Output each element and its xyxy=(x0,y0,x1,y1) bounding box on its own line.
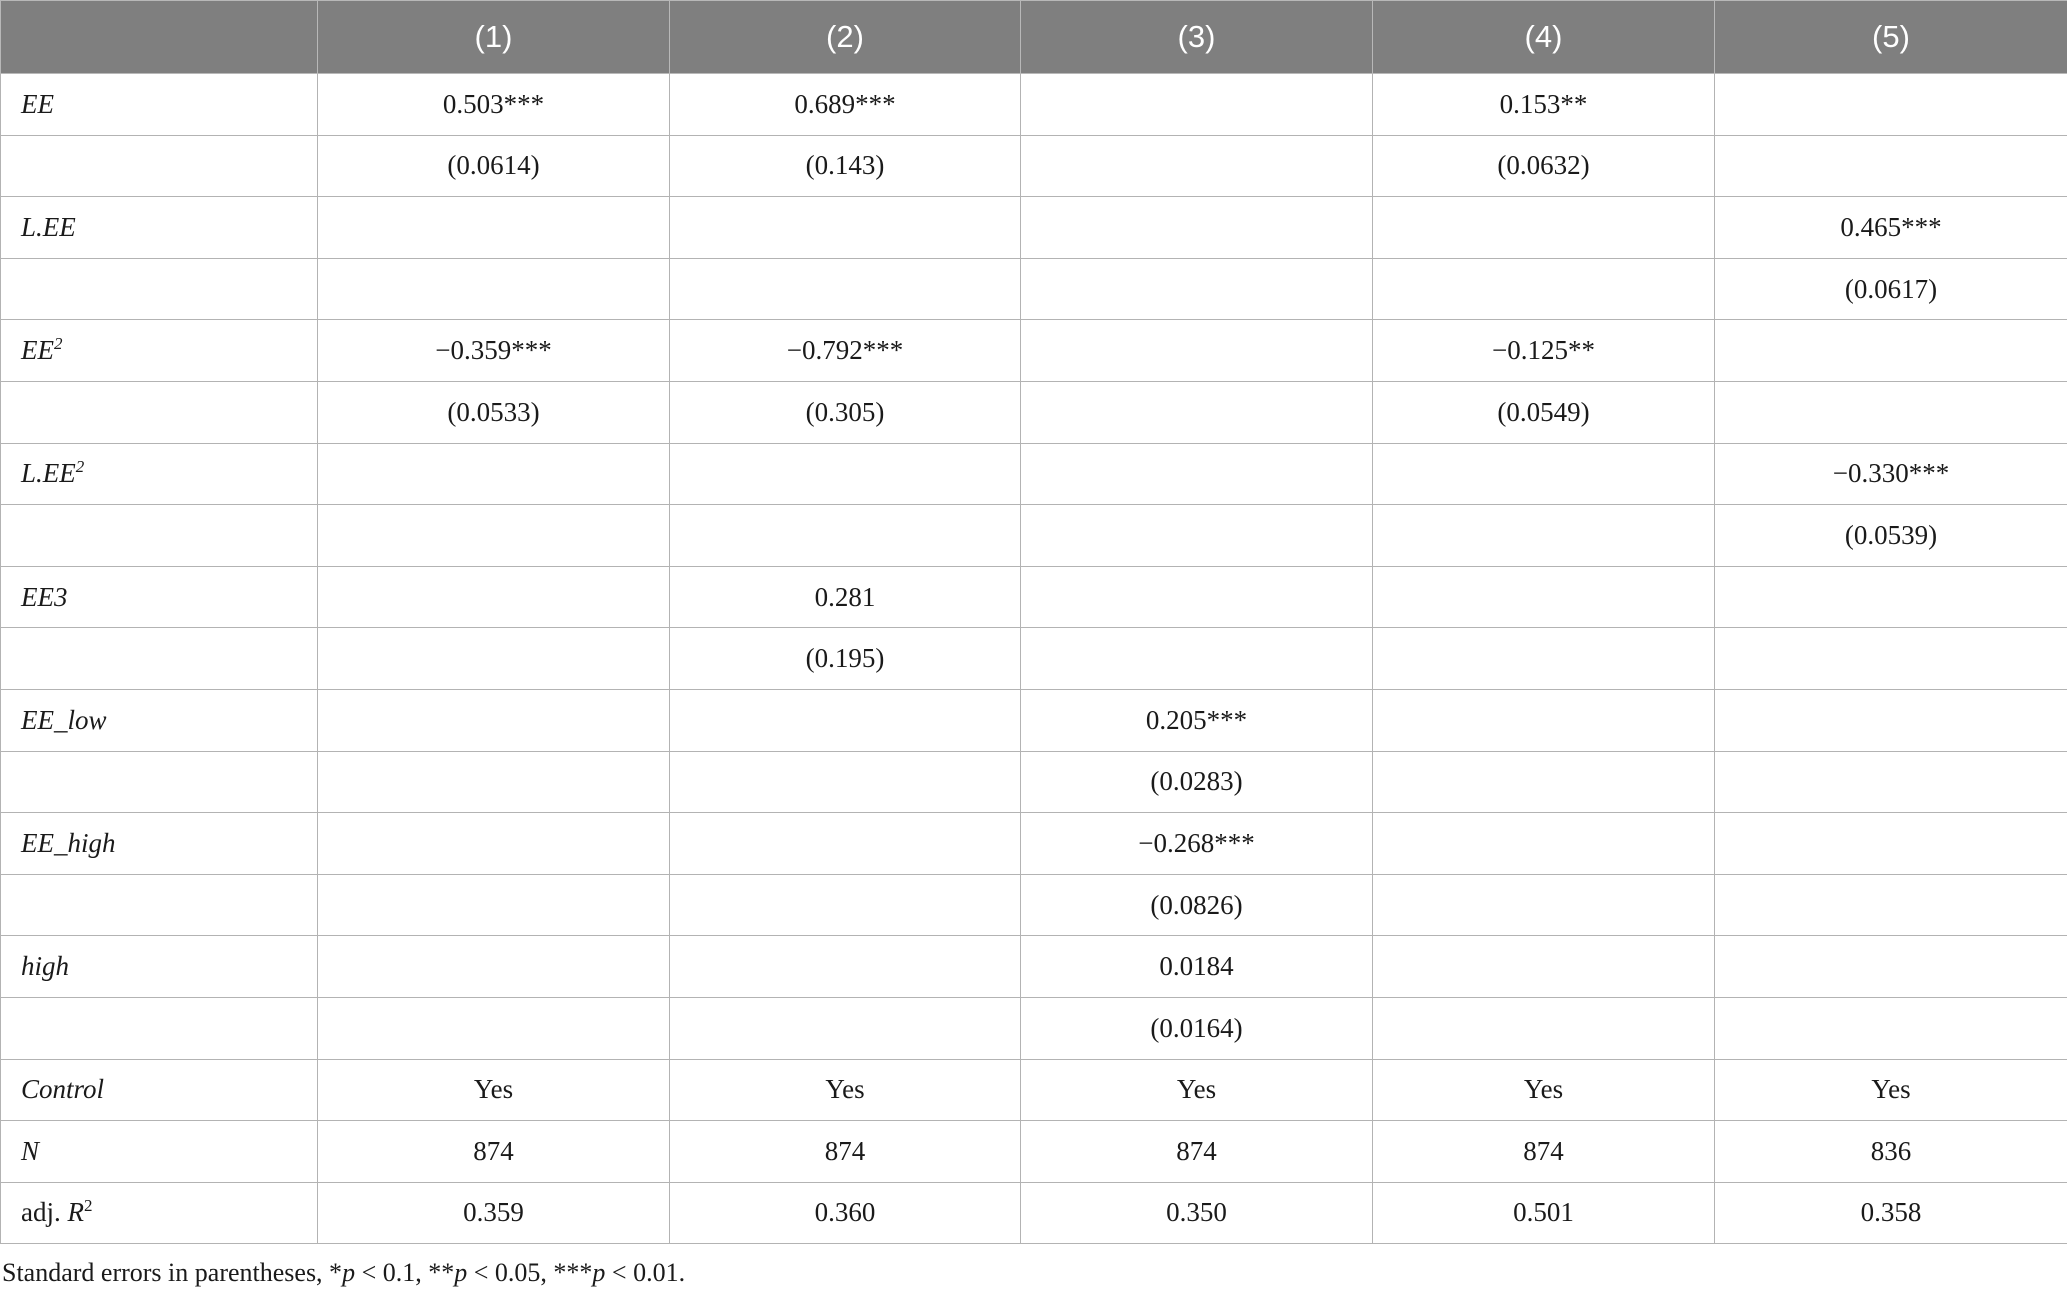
table-cell xyxy=(1373,689,1715,751)
table-cell: (0.0614) xyxy=(318,135,670,197)
table-cell xyxy=(318,751,670,813)
table-cell xyxy=(670,443,1021,505)
row-label xyxy=(1,1182,318,1244)
table-cell: 874 xyxy=(670,1121,1021,1183)
table-cell xyxy=(1373,258,1715,320)
table-cell xyxy=(318,813,670,875)
table-cell xyxy=(318,997,670,1059)
table-cell xyxy=(1373,874,1715,936)
header-cell-1: (1) xyxy=(318,1,670,74)
header-cell-label xyxy=(1,1,318,74)
table-cell xyxy=(1715,751,2067,813)
table-cell xyxy=(1021,505,1373,567)
table-cell xyxy=(1715,628,2067,690)
row-label xyxy=(1,1121,318,1183)
table-cell: 0.503*** xyxy=(318,74,670,136)
table-cell xyxy=(670,997,1021,1059)
row-label xyxy=(1,1059,318,1121)
row-label xyxy=(1,320,318,382)
row-label xyxy=(1,874,318,936)
table-cell xyxy=(1373,813,1715,875)
row-label-text: EE xyxy=(21,335,54,366)
table-cell: 0.0184 xyxy=(1021,936,1373,998)
table-cell xyxy=(670,874,1021,936)
table-cell xyxy=(318,689,670,751)
table-cell: 0.501 xyxy=(1373,1182,1715,1244)
table-cell xyxy=(318,628,670,690)
row-label-text: Control xyxy=(21,1074,105,1105)
table-cell xyxy=(1021,135,1373,197)
table-cell xyxy=(1373,197,1715,259)
row-label xyxy=(1,443,318,505)
row-label xyxy=(1,505,318,567)
table-row xyxy=(1,381,2067,443)
table-cell: 0.205*** xyxy=(1021,689,1373,751)
table-cell: 0.360 xyxy=(670,1182,1021,1244)
table-cell: 0.689*** xyxy=(670,74,1021,136)
row-label-text: EE_low xyxy=(21,704,107,735)
table-row xyxy=(1,874,2067,936)
table-cell xyxy=(1715,74,2067,136)
table-cell xyxy=(318,566,670,628)
table-row xyxy=(1,197,2067,259)
row-label xyxy=(1,936,318,998)
table-row xyxy=(1,628,2067,690)
table-cell: (0.0539) xyxy=(1715,505,2067,567)
row-label-italic: R xyxy=(67,1197,84,1228)
table-cell: −0.792*** xyxy=(670,320,1021,382)
table-cell: (0.143) xyxy=(670,135,1021,197)
table-cell xyxy=(1715,874,2067,936)
row-label-superscript: 2 xyxy=(54,334,63,354)
table-body xyxy=(1,74,2067,1244)
table-cell xyxy=(318,443,670,505)
table-cell xyxy=(1021,320,1373,382)
row-label xyxy=(1,997,318,1059)
row-label xyxy=(1,135,318,197)
table-row xyxy=(1,505,2067,567)
table-cell xyxy=(1715,936,2067,998)
table-cell: −0.268*** xyxy=(1021,813,1373,875)
table-row xyxy=(1,74,2067,136)
table-cell xyxy=(1021,258,1373,320)
table-cell: −0.330*** xyxy=(1715,443,2067,505)
table-cell xyxy=(1373,505,1715,567)
table-cell: 874 xyxy=(318,1121,670,1183)
table-footnote: Standard errors in parentheses, *p < 0.1, **p < 0.05, ***p < 0.01. xyxy=(2,1258,686,1287)
table-cell: (0.0549) xyxy=(1373,381,1715,443)
row-label-text: L.EE xyxy=(21,211,76,242)
table-row xyxy=(1,689,2067,751)
row-label xyxy=(1,381,318,443)
row-label-text: L.EE xyxy=(21,458,76,489)
row-label xyxy=(1,628,318,690)
table-row xyxy=(1,320,2067,382)
table-cell xyxy=(318,874,670,936)
row-label xyxy=(1,74,318,136)
table-cell: 0.359 xyxy=(318,1182,670,1244)
table-cell xyxy=(1021,381,1373,443)
table-cell xyxy=(1373,751,1715,813)
table-cell: 0.358 xyxy=(1715,1182,2067,1244)
table-cell xyxy=(1715,813,2067,875)
table-row xyxy=(1,1121,2067,1183)
header-row xyxy=(1,1,2067,74)
table-row xyxy=(1,997,2067,1059)
table-row xyxy=(1,813,2067,875)
table-cell xyxy=(670,258,1021,320)
table-cell xyxy=(670,689,1021,751)
table-cell: (0.0826) xyxy=(1021,874,1373,936)
header-cell-5: (5) xyxy=(1715,1,2067,74)
table-cell: Yes xyxy=(318,1059,670,1121)
table-cell: −0.359*** xyxy=(318,320,670,382)
row-label-text: EE xyxy=(21,88,54,119)
table-cell xyxy=(318,936,670,998)
table-cell: 874 xyxy=(1373,1121,1715,1183)
table-cell: (0.305) xyxy=(670,381,1021,443)
table-cell: 0.465*** xyxy=(1715,197,2067,259)
table-cell: Yes xyxy=(1715,1059,2067,1121)
header-cell-3: (3) xyxy=(1021,1,1373,74)
table-cell xyxy=(670,751,1021,813)
table-row xyxy=(1,1182,2067,1244)
table-cell xyxy=(670,505,1021,567)
header-cell-4: (4) xyxy=(1373,1,1715,74)
table-row xyxy=(1,1059,2067,1121)
row-label-superscript: 2 xyxy=(75,457,85,477)
table-cell xyxy=(1715,381,2067,443)
table-row xyxy=(1,566,2067,628)
table-cell: (0.0617) xyxy=(1715,258,2067,320)
row-label xyxy=(1,197,318,259)
table-row xyxy=(1,258,2067,320)
row-label xyxy=(1,689,318,751)
table-row xyxy=(1,135,2067,197)
table-cell xyxy=(318,505,670,567)
table-cell xyxy=(1021,628,1373,690)
table-cell: Yes xyxy=(670,1059,1021,1121)
table-cell xyxy=(1373,936,1715,998)
table-cell: (0.0283) xyxy=(1021,751,1373,813)
row-label xyxy=(1,751,318,813)
table-cell: 0.281 xyxy=(670,566,1021,628)
table-row xyxy=(1,751,2067,813)
table-cell xyxy=(1715,689,2067,751)
table-cell: −0.125** xyxy=(1373,320,1715,382)
table-cell xyxy=(1373,566,1715,628)
row-label xyxy=(1,258,318,320)
table-cell xyxy=(670,813,1021,875)
table-cell xyxy=(1715,997,2067,1059)
row-label-text: N xyxy=(21,1135,40,1166)
header-cell-2: (2) xyxy=(670,1,1021,74)
row-label xyxy=(1,566,318,628)
table-cell xyxy=(670,936,1021,998)
table-cell xyxy=(1021,74,1373,136)
table-cell xyxy=(1021,443,1373,505)
row-label-superscript: 2 xyxy=(84,1196,93,1216)
table-cell xyxy=(1373,628,1715,690)
table-cell xyxy=(1373,997,1715,1059)
row-label-text: EE_high xyxy=(21,827,116,858)
row-label-text: EE3 xyxy=(21,581,68,612)
table-cell xyxy=(1715,320,2067,382)
row-label xyxy=(1,813,318,875)
row-label-text: high xyxy=(21,951,70,982)
table-cell xyxy=(670,197,1021,259)
table-cell: 0.153** xyxy=(1373,74,1715,136)
table-row xyxy=(1,443,2067,505)
table-cell: Yes xyxy=(1373,1059,1715,1121)
row-label-text: adj. xyxy=(21,1197,68,1228)
table-cell xyxy=(1715,135,2067,197)
table-cell xyxy=(318,258,670,320)
table-cell: (0.0164) xyxy=(1021,997,1373,1059)
table-cell: (0.0533) xyxy=(318,381,670,443)
table-cell: 0.350 xyxy=(1021,1182,1373,1244)
table-cell xyxy=(318,197,670,259)
table-cell xyxy=(1021,566,1373,628)
table-cell: 836 xyxy=(1715,1121,2067,1183)
table-cell: Yes xyxy=(1021,1059,1373,1121)
table-row xyxy=(1,936,2067,998)
table-cell xyxy=(1715,566,2067,628)
table-cell: (0.0632) xyxy=(1373,135,1715,197)
table-cell: 874 xyxy=(1021,1121,1373,1183)
table-cell xyxy=(1373,443,1715,505)
table-cell xyxy=(1021,197,1373,259)
table-cell: (0.195) xyxy=(670,628,1021,690)
